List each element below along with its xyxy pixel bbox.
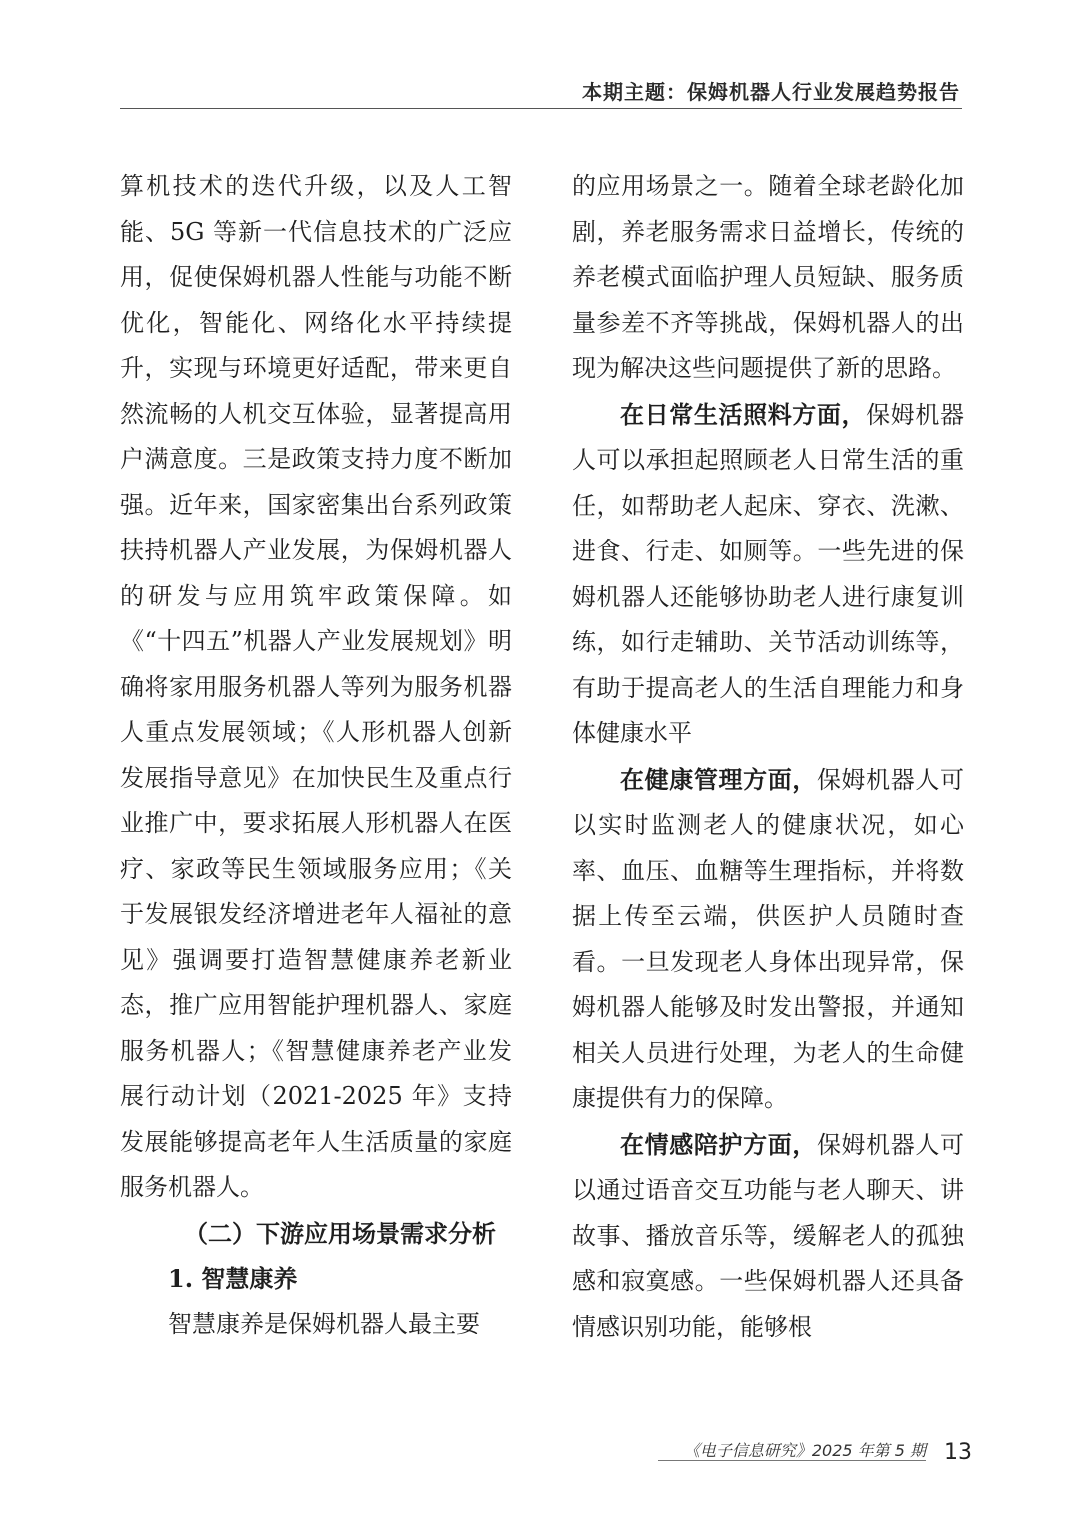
daily-care-lead: 在日常生活照料方面， bbox=[620, 399, 867, 429]
left-paragraph-2: 智慧康养是保姆机器人最主要 bbox=[168, 1309, 480, 1338]
left-column bbox=[120, 164, 512, 1347]
page-number: 13 bbox=[944, 1440, 972, 1465]
health-management-body: 保姆机器人可以实时监测老人的健康状况，如心率、血压、血糖等生理指标，并将数据上传至云端，供医护人员随时查看。一旦发现老人身体出现异常，保姆机器人能够及时发出警报，并通知相关人员进行处理，为老人的生命健康提供有力的保障。 bbox=[572, 765, 965, 1112]
header-title: 本期主题：保姆机器人行业发展趋势报告 bbox=[582, 80, 960, 104]
daily-care-paragraph bbox=[572, 392, 964, 757]
section-heading: （二）下游应用场景需求分析 bbox=[184, 1218, 496, 1248]
right-paragraph-1: 的应用场景之一。随着全球老龄化加剧，养老服务需求日益增长，传统的养老模式面临护理人员短缺、服务质量参差不齐等挑战，保姆机器人的出现为解决这些问题提供了新的思路。 bbox=[572, 172, 964, 382]
emotional-companion-body: 保姆机器人可以通过语音交互功能与老人聊天、讲故事、播放音乐等，缓解老人的孤独感和寂寞感。一些保姆机器人还具备情感识别功能，能够根 bbox=[572, 1130, 965, 1341]
left-paragraph-1: 算机技术的迭代升级，以及人工智能、5G 等新一代信息技术的广泛应用，促使保姆机器人性能与功能不断优化，智能化、网络化水平持续提升，实现与环境更好适配，带来更自然流畅的人机交互体验，显著提高用户满意度。三是政策支持力度不断加强。近年来，国家密集出台系列政策扶持机器人产业发展，为保姆机器人的研发与应用筑牢政策保障。如《“十四五”机器人产业发展规划》明确将家用服务机器人等列为服务机器人重点发展领域；《人形机器人创新发展指导意见》在加快民生及重点行业推广中，要求拓展人形机器人在医疗、家政等民生领域服务应用；《关于发展银发经济增进老年人福祉的意见》强调要打造智慧健康养老新业态，推广应用智能护理机器人、家庭服务机器人；《智慧健康养老产业发展行动计划（2021-2025 年》支持发展能够提高老年人生活质量的家庭服务机器人。 bbox=[120, 172, 512, 1201]
daily-care-body: 保姆机器人可以承担起照顾老人日常生活的重任，如帮助老人起床、穿衣、洗漱、进食、行走、如厕等。一些先进的保姆机器人还能够协助老人进行康复训练，如行走辅助、关节活动训练等，有助于提高老人的生活自理能力和身体健康水平 bbox=[572, 400, 965, 747]
emotional-companion-lead: 在情感陪护方面， bbox=[620, 1129, 817, 1159]
footer-divider bbox=[658, 1460, 926, 1461]
journal-citation: 《电子信息研究》2025 年第 5 期 bbox=[683, 1441, 926, 1460]
right-column bbox=[572, 164, 964, 1350]
emotional-companion-paragraph bbox=[572, 1122, 964, 1351]
health-management-lead: 在健康管理方面， bbox=[620, 764, 817, 794]
header-divider bbox=[120, 108, 962, 109]
health-management-paragraph bbox=[572, 757, 964, 1122]
subsection-heading: 1. 智慧康养 bbox=[168, 1264, 298, 1293]
